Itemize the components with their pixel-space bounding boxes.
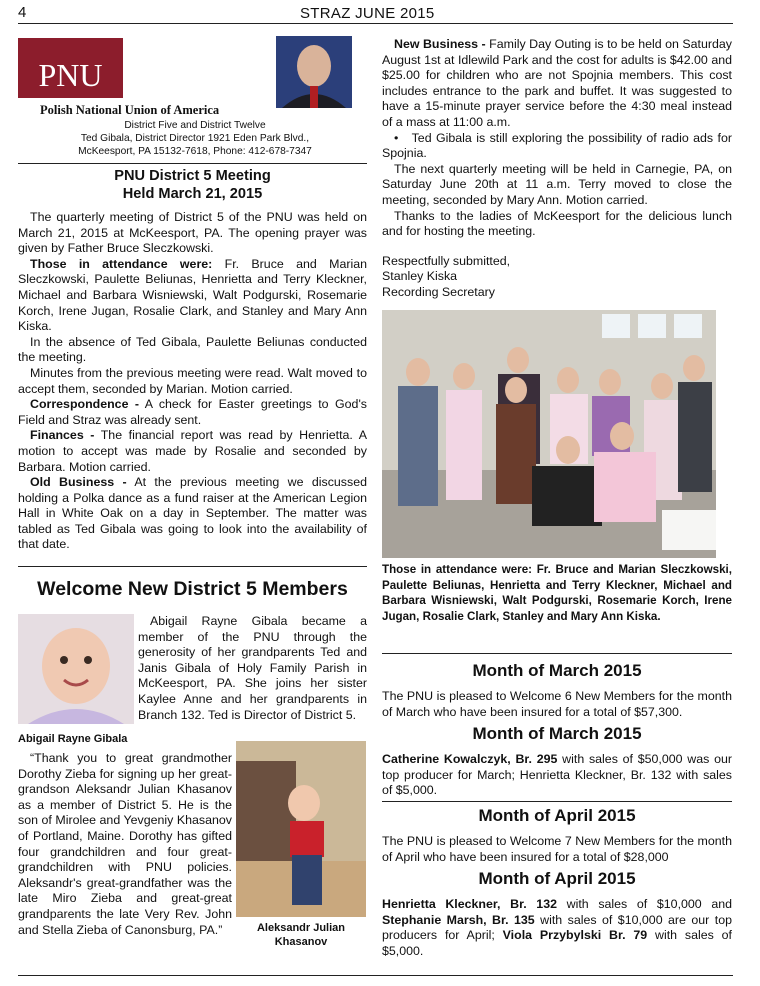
april-title-1: Month of April 2015 <box>478 806 636 825</box>
signoff-1: Respectfully submitted, <box>382 253 511 268</box>
attendance-text: Fr. Bruce and Marian Sleczkowski, Paulette Beliunas, Henrietta and Terry Kleckner, Michael and Barbara Wisniewski, Walt Podgurski, Rosemarie Korch, Irene Jugan, Rosalie Clark, and Stanley and Mary Ann Kiska. <box>18 256 368 334</box>
march-title-1: Month of March 2015 <box>472 661 642 680</box>
months-rule-2 <box>382 801 732 802</box>
meeting-title-1: PNU District 5 Meeting <box>114 168 271 184</box>
april-text-3: with sales of $5,000. <box>382 928 732 958</box>
meeting-p1: The quarterly meeting of District 5 of the PNU was held on March 21, 2015 at McKeesport, PA. The opening prayer was given by Father Bruce Sleczkowski. <box>18 210 367 256</box>
next-meeting-text: The next quarterly meeting will be held in Carnegie, PA, on Saturday June 20th at 11 a.m. Terry moved to close the meeting, seconded by Mary Ann. Motion carried. <box>382 161 732 207</box>
april-producer-2: Stephanie Marsh, Br. 135 <box>382 912 535 927</box>
toddler-figure <box>236 741 366 917</box>
meeting-article <box>18 210 367 553</box>
portrait-figure <box>276 36 352 108</box>
page-number: 4 <box>18 4 27 21</box>
abigail-text: Abigail Rayne Gibala became a member of the PNU through the generosity of her grandparents Ted and Janis Gibala of Holy Family Parish in McKeesport, PA. She joins her sister Kaylee Anne and her grandparents in Branch 132. Ted is Director of District 5. <box>138 614 367 722</box>
new-business-label: New Business - <box>394 37 486 51</box>
org-name: Polish National Union of America <box>40 103 220 117</box>
new-business-text: Family Day Outing is to be held on Saturday August 1st at Idlewild Park and the cost for adults is $42.00 and $25.00 for children who are not Spojnia members. This cost includes entrance to the park and buffet. It was suggested to have a 15-minute prayer service before the 4:30 meal instead of a mass at 11:00 a.m. <box>382 37 732 129</box>
welcome-title: Welcome New District 5 Members <box>37 578 348 600</box>
meeting-p4: Minutes from the previous meeting were read. Walt moved to accept them, seconded by Marian. Motion carried. <box>18 365 367 396</box>
group-scene <box>382 310 716 558</box>
pnu-logo <box>18 38 123 98</box>
masthead-districts: District Five and District Twelve <box>124 120 266 131</box>
aleksandr-text: “Thank you to great grandmother Dorothy Zieba for signing up her great-grandson Aleksandr Julian Khasanov as a member of District 5. He is the son of Mirolee and Yevgeniy Khasanov of Portland, Maine. Dorothy has gifted four grandchildren and four great-grandchildren with PNU policies. Aleksandr's great-grandfather was the late Miro Zieba and great-great grandparents the late Very Rev. John and Stella Zieba of Canonsburg, PA.” <box>18 751 232 937</box>
aleksandr-caption-2: Khasanov <box>274 936 328 948</box>
april-producer-3: Viola Przybylski Br. 79 <box>502 928 648 943</box>
header-rule <box>18 23 733 24</box>
meeting-p3: In the absence of Ted Gibala, Paulette Beliunas conducted the meeting. <box>18 334 367 365</box>
april-producer-1: Henrietta Kleckner, Br. 132 <box>382 897 557 911</box>
old-business-text: At the previous meeting we discussed holding a Polka dance as a fund raiser at the American Legion Hall in White Oak on a day in September. The matter was tabled as Ted Gibala was going to look into the availability of that date. <box>18 475 367 552</box>
thanks-text: Thanks to the ladies of McKeesport for the delicious lunch and for hosting the meeting. <box>382 208 732 239</box>
attendance-label: Those in attendance were: <box>30 256 213 271</box>
signoff-3: Recording Secretary <box>382 284 495 299</box>
director-portrait <box>276 36 352 108</box>
pnu-logo-text: PNU <box>38 57 103 93</box>
march-top-producer: Catherine Kowalczyk, Br. 295 <box>382 752 558 766</box>
meeting-end-rule <box>18 566 367 567</box>
finances-text: The financial report was read by Henrietta. A motion to accept was made by Rosalie and seconded by Barbara. Motion carried. <box>18 428 367 474</box>
april-p1: The PNU is pleased to Welcome 7 New Members for the month of April who have been insured for a total of $28,000 <box>382 834 732 864</box>
meeting-title-2: Held March 21, 2015 <box>122 186 263 202</box>
finances-label: Finances - <box>30 428 95 443</box>
baby-figure <box>18 614 134 724</box>
radio-ads-text: Ted Gibala is still exploring the possibility of radio ads for Spojnia. <box>382 130 732 161</box>
signoff-2: Stanley Kiska <box>382 269 458 284</box>
march-p2-text: with sales of $50,000 was our top producer for March; Henrietta Kleckner, Br. 132 with sales of $5,000. <box>382 752 732 798</box>
months-rule-1 <box>382 653 732 654</box>
march-p1: The PNU is pleased to Welcome 6 New Members for the month of March who have been insured for a total of $57,300. <box>382 689 732 719</box>
old-business-label: Old Business - <box>30 475 127 490</box>
correspondence-text: A check for Easter greetings to God's Field and Straz was already sent. <box>18 397 368 427</box>
masthead-address-2: McKeesport, PA 15132-7618, Phone: 412-678-7347 <box>78 146 312 157</box>
march-title-2: Month of March 2015 <box>472 724 642 743</box>
welcome-p2 <box>18 751 232 938</box>
masthead-address-1: Ted Gibala, District Director 1921 Eden Park Blvd., <box>80 133 310 144</box>
bullet: • <box>394 130 399 145</box>
correspondence-label: Correspondence - <box>30 397 140 412</box>
attendees-group-photo <box>382 310 716 558</box>
welcome-p1 <box>138 614 367 723</box>
aleksandr-photo <box>236 741 366 917</box>
april-title-2: Month of April 2015 <box>478 869 636 888</box>
footer-rule <box>18 975 733 976</box>
abigail-caption: Abigail Rayne Gibala <box>18 733 128 745</box>
publication-title: STRAZ JUNE 2015 <box>300 5 435 22</box>
aleksandr-caption-1: Aleksandr Julian <box>256 922 346 934</box>
masthead-rule <box>18 163 367 164</box>
right-column-text <box>382 37 732 301</box>
abigail-photo <box>18 614 134 724</box>
april-text-1: with sales of $10,000 and <box>556 897 733 911</box>
group-photo-caption: Those in attendance were: Fr. Bruce and Marian Sleczkowski, Paulette Beliunas, Henrietta and Terry Kleckner, Michael and Barbara Wisniewski, Walt Podgurski, Rosemarie Korch, Irene Jugan, Rosalie Clark, Stanley and Mary Ann Kiska. <box>382 563 732 623</box>
april-text-2: with sales of $10,000 are our top producers for April; <box>382 912 732 943</box>
